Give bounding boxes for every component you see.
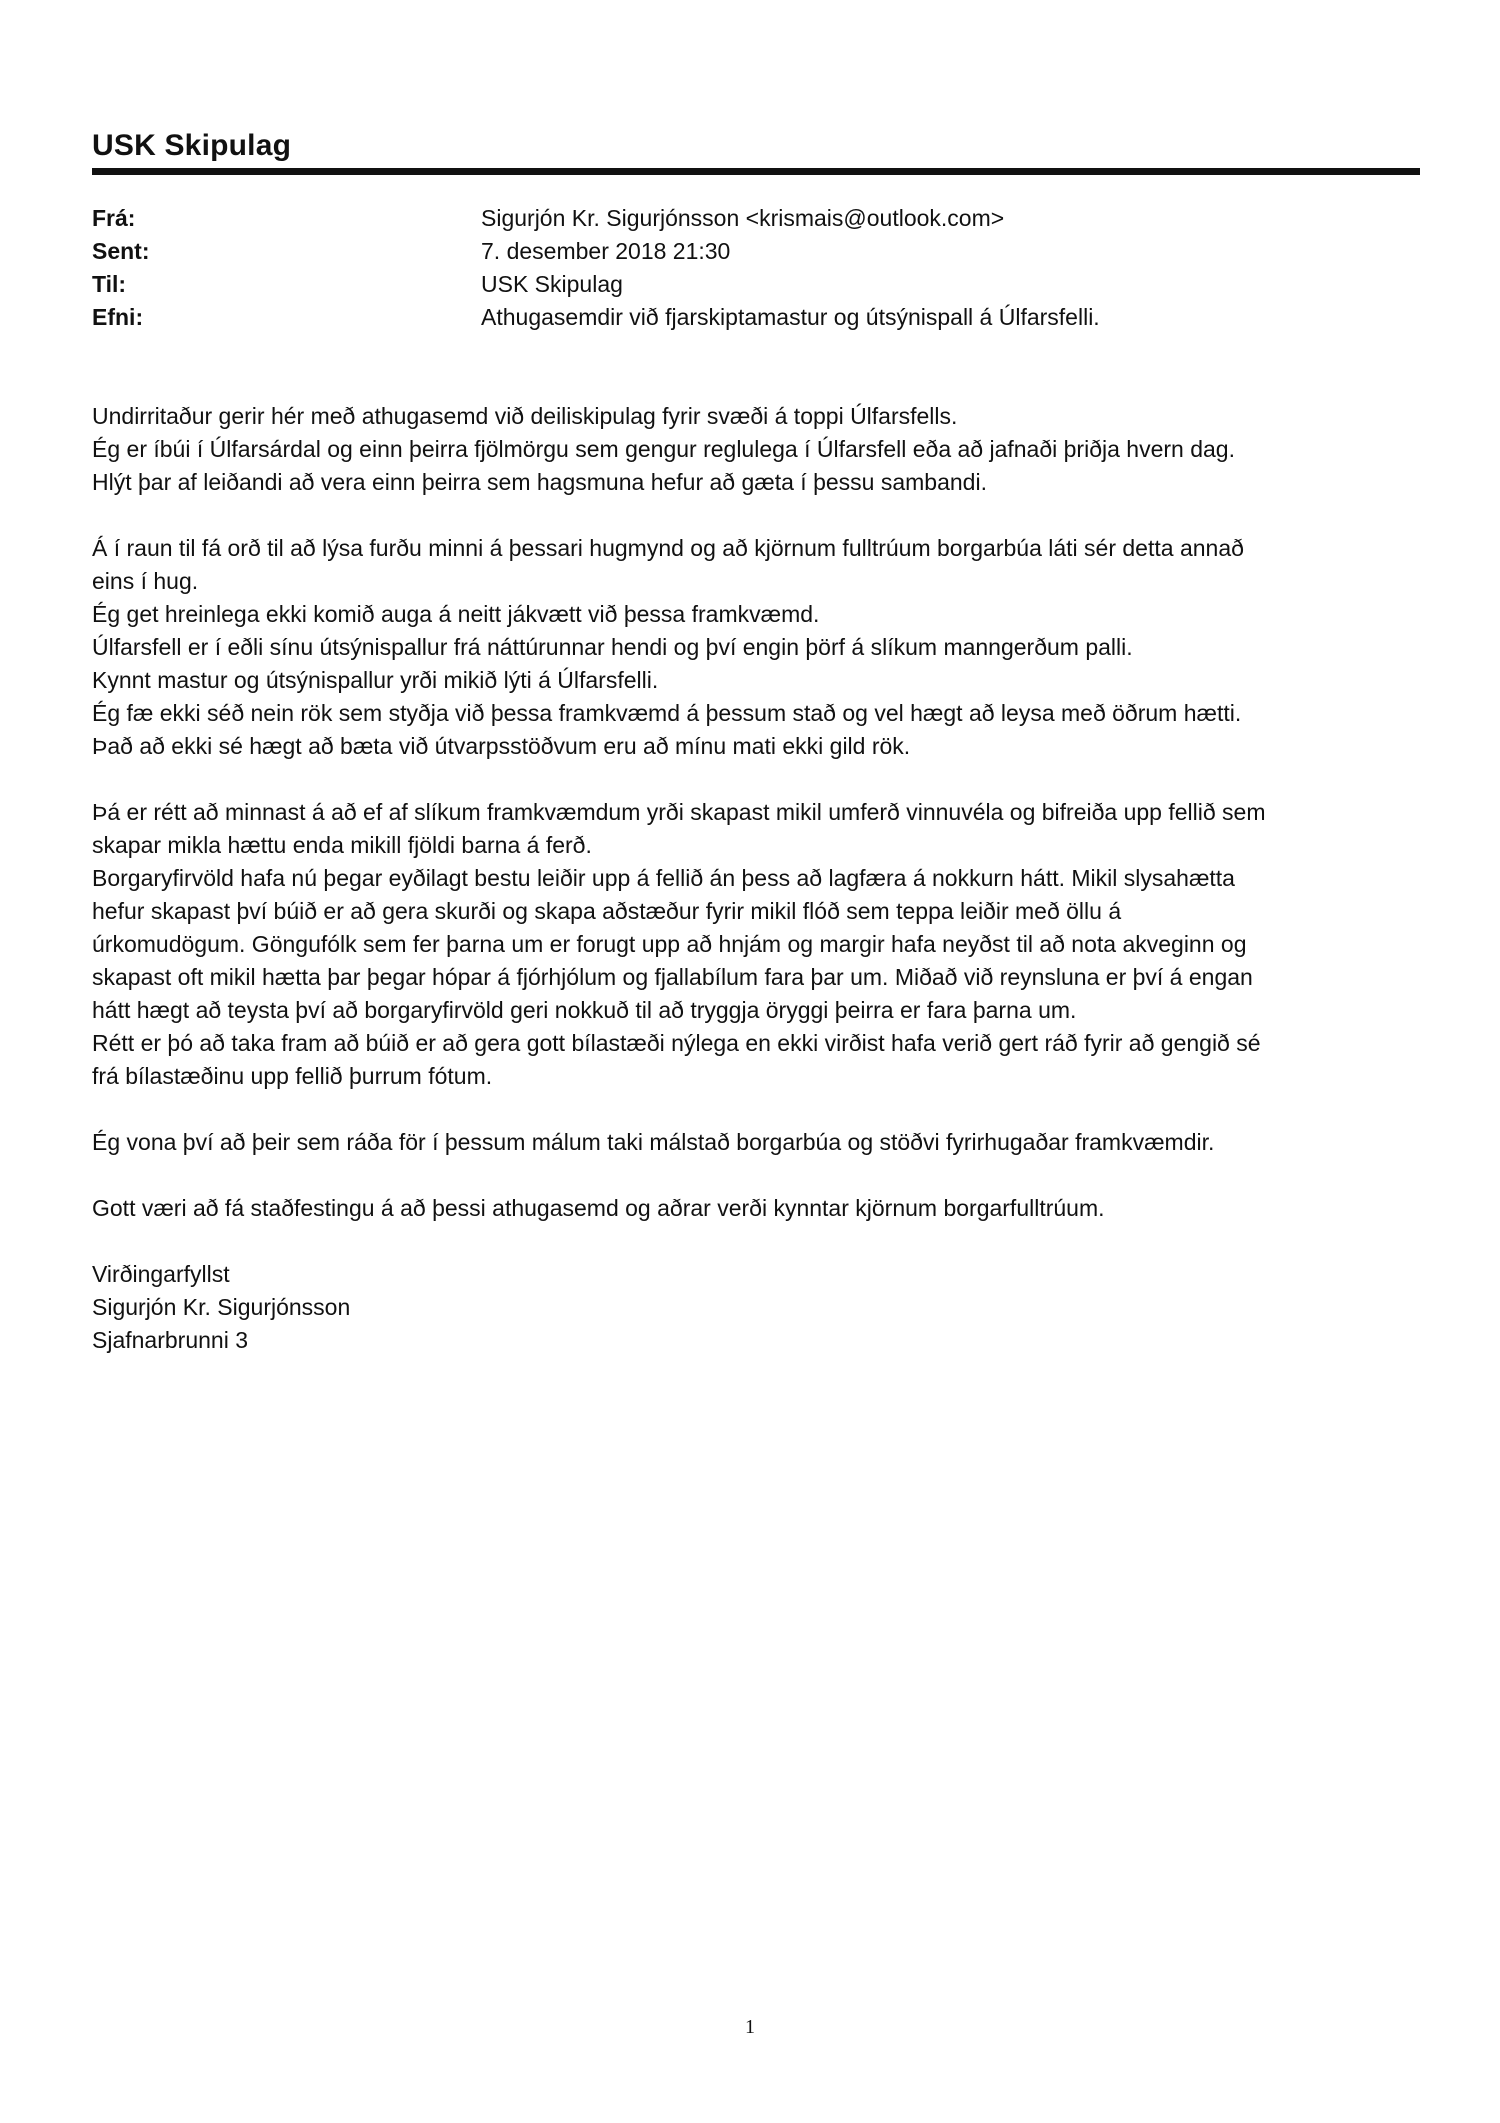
body-line: hefur skapast því búið er að gera skurði og skapa aðstæður fyrir mikil flóð sem teppa leiðir með öllu á <box>92 898 1122 924</box>
paragraph-safety <box>92 796 1432 1093</box>
header-value-to: USK Skipulag <box>481 271 623 297</box>
paragraph-confirmation <box>92 1192 1432 1225</box>
header-label-from: Frá: <box>92 205 136 231</box>
document-title: USK Skipulag <box>92 129 292 162</box>
body-line: Ég er íbúi í Úlfarsárdal og einn þeirra fjölmörgu sem gengur reglulega í Úlfarsfell eða að jafnaði þriðja hvern dag. <box>92 436 1235 462</box>
header-label-to: Til: <box>92 271 127 297</box>
body-line: Rétt er þó að taka fram að búið er að gera gott bílastæði nýlega en ekki virðist hafa verið gert ráð fyrir að gengið sé <box>92 1030 1261 1056</box>
signature-block <box>92 1258 1432 1357</box>
body-line: Þá er rétt að minnast á að ef af slíkum framkvæmdum yrði skapast mikil umferð vinnuvéla og bifreiða upp fellið sem <box>92 799 1266 825</box>
header-label-subject: Efni: <box>92 304 144 330</box>
header-value-from: Sigurjón Kr. Sigurjónsson <krismais@outlook.com> <box>481 205 1005 231</box>
body-line: Það að ekki sé hægt að bæta við útvarpsstöðvum eru að mínu mati ekki gild rök. <box>92 733 911 759</box>
signature-name: Sigurjón Kr. Sigurjónsson <box>92 1294 351 1320</box>
body-line: Borgaryfirvöld hafa nú þegar eyðilagt bestu leiðir upp á fellið án þess að lagfæra á nokkurn hátt. Mikil slysahætta <box>92 865 1235 891</box>
body-line: Kynnt mastur og útsýnispallur yrði mikið lýti á Úlfarsfelli. <box>92 667 659 693</box>
header-value-sent: 7. desember 2018 21:30 <box>481 238 731 264</box>
body-line: úrkomudögum. Göngufólk sem fer þarna um er forugt upp að hnjám og margir hafa neyðst til að nota akveginn og <box>92 931 1247 957</box>
body-line: hátt hægt að teysta því að borgaryfirvöld geri nokkuð til að tryggja öryggi þeirra er fara þarna um. <box>92 997 1077 1023</box>
body-line: skapar mikla hættu enda mikill fjöldi barna á ferð. <box>92 832 592 858</box>
page-number: 1 <box>745 2016 755 2038</box>
header-label-sent: Sent: <box>92 238 150 264</box>
body-line: Ég vona því að þeir sem ráða för í þessum málum taki málstað borgarbúa og stöðvi fyrirhugaðar framkvæmdir. <box>92 1129 1215 1155</box>
paragraph-hope <box>92 1126 1432 1159</box>
signature-closing: Virðingarfyllst <box>92 1261 230 1287</box>
signature-address: Sjafnarbrunni 3 <box>92 1327 248 1353</box>
body-line: Hlýt þar af leiðandi að vera einn þeirra sem hagsmuna hefur að gæta í þessu sambandi. <box>92 469 987 495</box>
paragraph-objection <box>92 532 1432 763</box>
body-line: Gott væri að fá staðfestingu á að þessi athugasemd og aðrar verði kynntar kjörnum borgarfulltrúum. <box>92 1195 1105 1221</box>
title-divider <box>92 168 1420 175</box>
body-line: eins í hug. <box>92 568 199 594</box>
header-row-from <box>92 202 1412 235</box>
email-body <box>92 400 1432 1390</box>
body-line: skapast oft mikil hætta þar þegar hópar á fjórhjólum og fjallabílum fara þar um. Miðað við reynsluna er því á engan <box>92 964 1253 990</box>
body-line: Undirritaður gerir hér með athugasemd við deiliskipulag fyrir svæði á toppi Úlfarsfells. <box>92 403 958 429</box>
body-line: frá bílastæðinu upp fellið þurrum fótum. <box>92 1063 493 1089</box>
header-value-subject: Athugasemdir við fjarskiptamastur og útsýnispall á Úlfarsfelli. <box>481 304 1100 330</box>
body-line: Úlfarsfell er í eðli sínu útsýnispallur frá náttúrunnar hendi og því engin þörf á slíkum manngerðum palli. <box>92 634 1133 660</box>
body-line: Ég fæ ekki séð nein rök sem styðja við þessa framkvæmd á þessum stað og vel hægt að leysa með öðrum hætti. <box>92 700 1242 726</box>
email-header <box>92 202 1412 334</box>
header-row-to <box>92 268 1412 301</box>
body-line: Ég get hreinlega ekki komið auga á neitt jákvætt við þessa framkvæmd. <box>92 601 820 627</box>
header-row-subject <box>92 301 1412 334</box>
paragraph-intro <box>92 400 1432 499</box>
body-line: Á í raun til fá orð til að lýsa furðu minni á þessari hugmynd og að kjörnum fulltrúum borgarbúa láti sér detta annað <box>92 535 1244 561</box>
header-row-sent <box>92 235 1412 268</box>
